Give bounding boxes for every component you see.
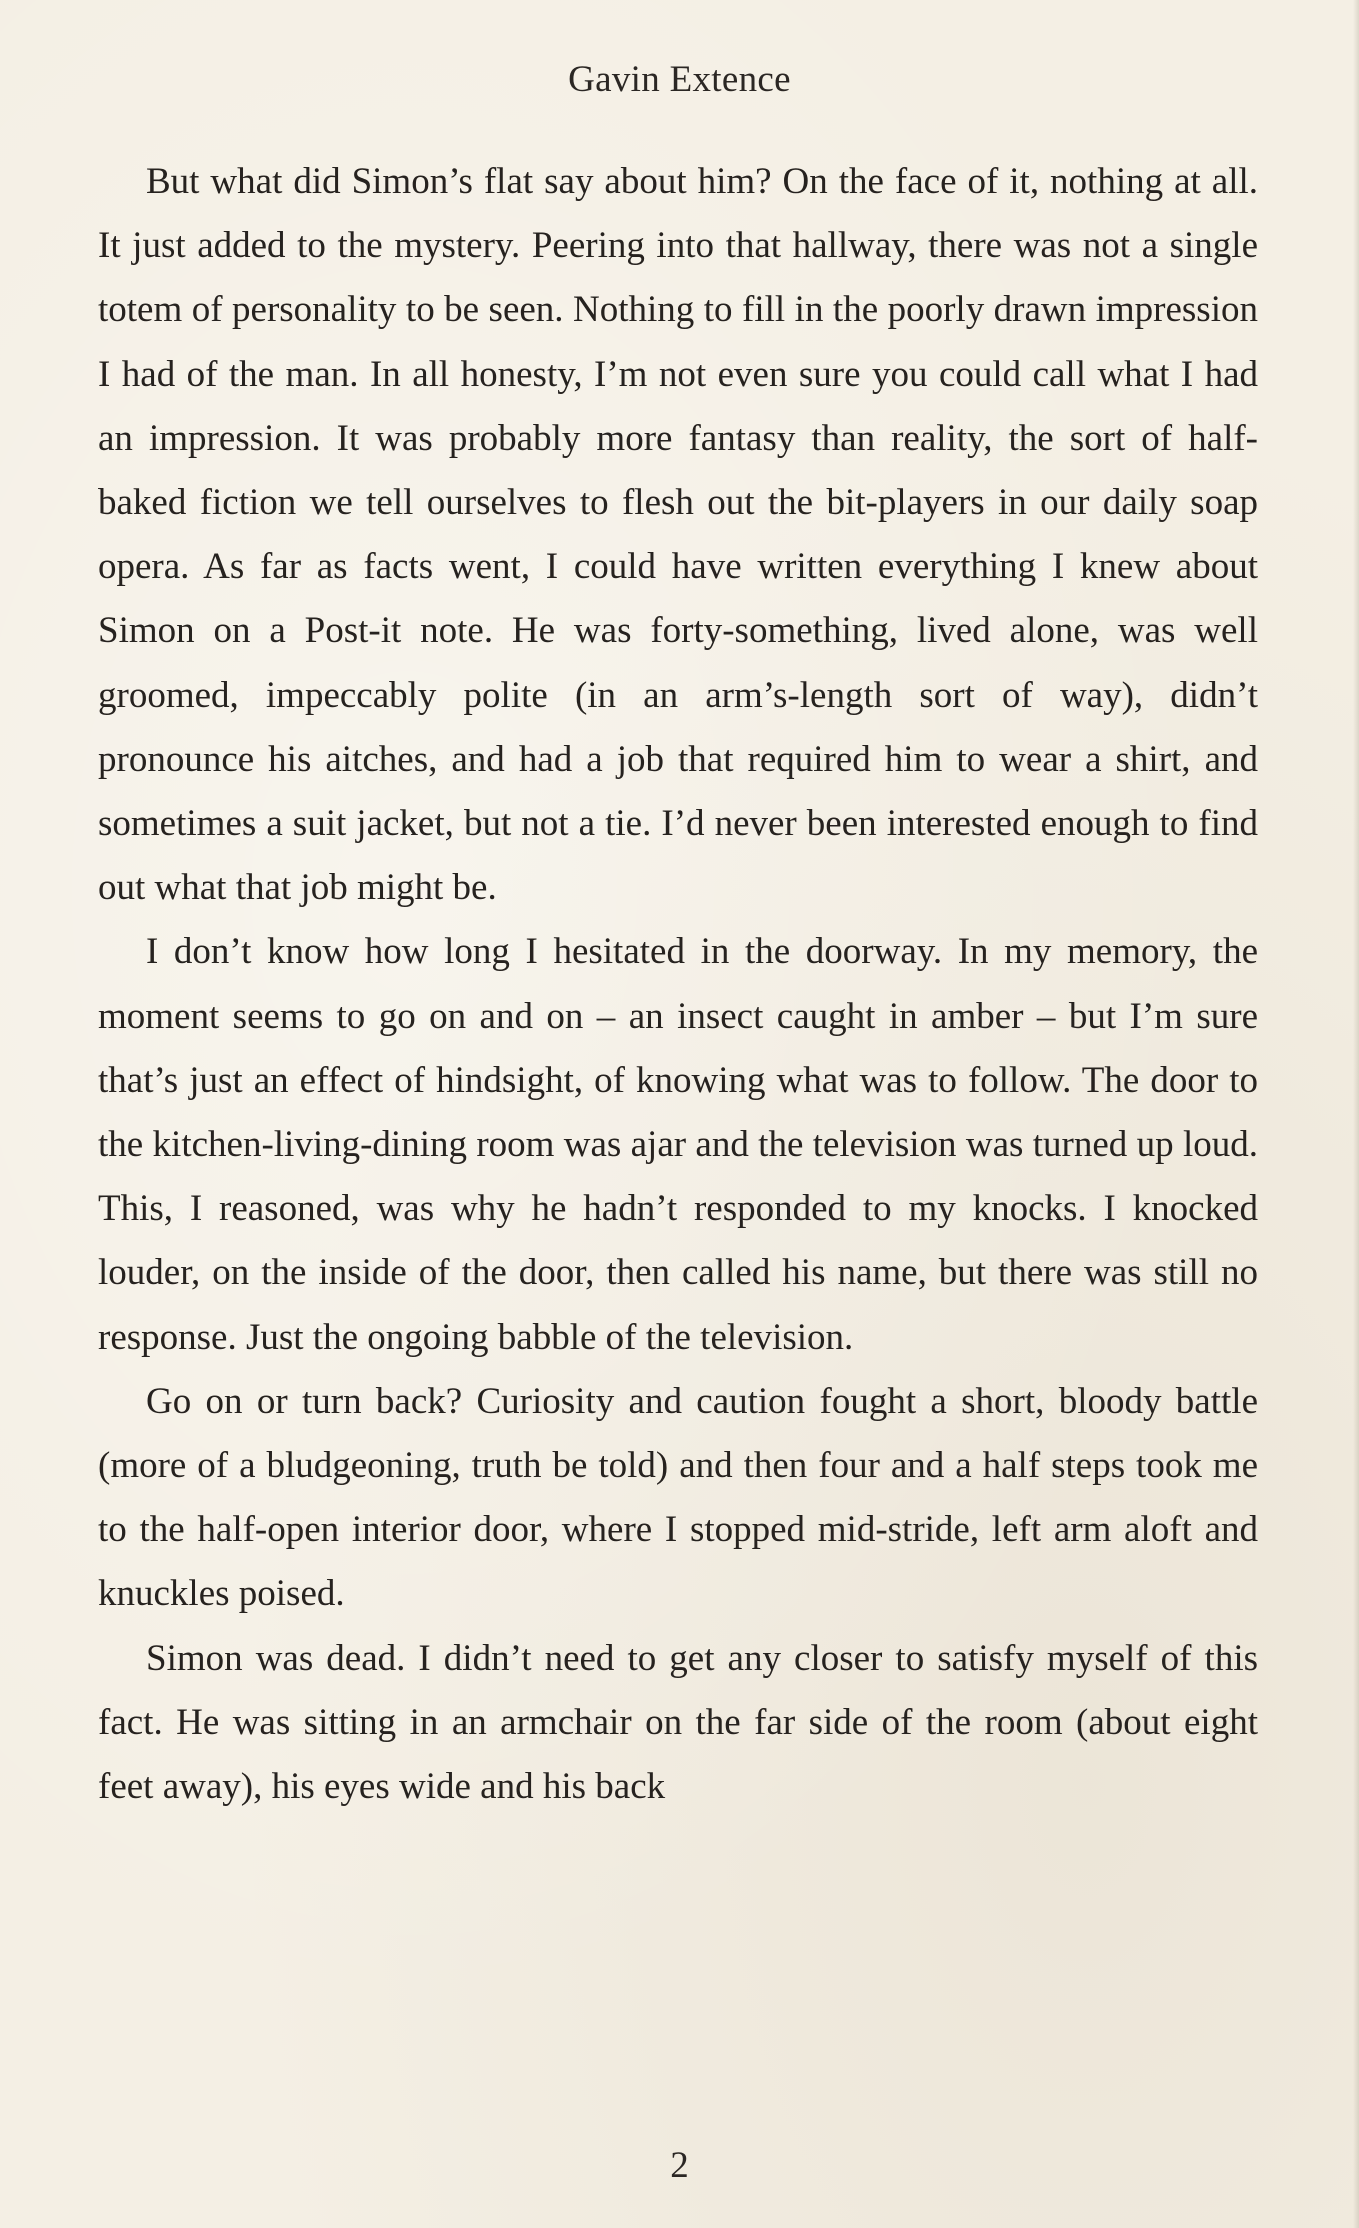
paragraph-3: Go on or turn back? Curiosity and caution fought a short, bloody battle (more of a bludgeoning, truth be told) and then four and a half steps took me to the half-open interior door, where I stopped mid-stride, left arm aloft and knuckles poised. [98,1380,1258,1615]
paragraph-1: But what did Simon’s flat say about him? On the face of it, nothing at all. It just added to the mystery. Peering into that hallway, there was not a single totem of personality to be seen. Nothing to fill in the poorly drawn impression I had of the man. In all honesty, I’m not even sure you could call what I had an impression. It was probably more fantasy than reality, the sort of half-baked fiction we tell ourselves to flesh out the bit-players in our daily soap opera. As far as facts went, I could have written everything I knew about Simon on a Post-it note. He was forty-something, lived alone, was well groomed, impeccably polite (in an arm’s-length sort of way), didn’t pronounce his aitches, and had a job that required him to wear a shirt, and sometimes a suit jacket, but not a tie. I’d never been interested enough to find out what that job might be. [98,161,1258,909]
page-number: 2 [670,2145,689,2186]
paragraph-2: I don’t know how long I hesitated in the doorway. In my memory, the moment seems to go on and on – an insect caught in amber – but I’m sure that’s just an effect of hindsight, of knowing what was to follow. The door to the kitchen-living-dining room was ajar and the television was turned up loud. This, I reasoned, was why he hadn’t responded to my knocks. I knocked louder, on the inside of the door, then called his name, but there was still no response. Just the ongoing babble of the television. [98,931,1258,1358]
paragraph-4: Simon was dead. I didn’t need to get any closer to satisfy myself of this fact. He was sitting in an armchair on the far side of the room (about eight feet away), his eyes wide and his back [98,1637,1258,1808]
page-edge-shadow [1353,0,1359,2228]
running-head: Gavin Extence [568,59,791,100]
body-text [98,150,1258,1819]
